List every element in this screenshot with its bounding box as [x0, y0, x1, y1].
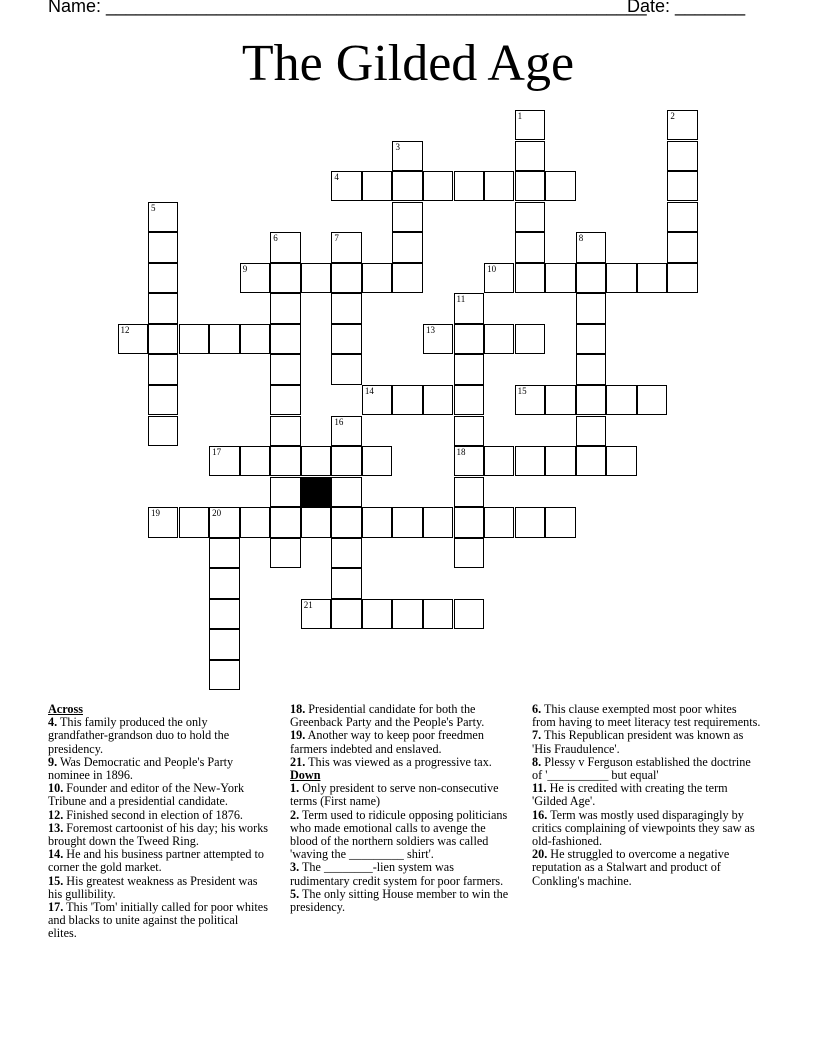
- grid-cell[interactable]: [148, 507, 178, 537]
- clue-number-label: 13.: [48, 820, 64, 835]
- clue-number-label: 18.: [290, 702, 306, 716]
- grid-cell[interactable]: [545, 263, 575, 293]
- grid-cell[interactable]: [331, 538, 361, 568]
- clue-item: [48, 901, 270, 941]
- grid-cell[interactable]: [118, 324, 148, 354]
- clue-number-label: 12.: [48, 807, 64, 822]
- grid-cell[interactable]: [576, 446, 606, 476]
- grid-cell[interactable]: [270, 477, 300, 507]
- clue-number: 10: [487, 263, 497, 274]
- grid-cell[interactable]: [270, 354, 300, 384]
- clue-text: Founder and editor of the New-York Tribune and a presidential candidate.: [48, 781, 245, 809]
- grid-cell[interactable]: [637, 263, 667, 293]
- clue-number: 19: [151, 508, 161, 519]
- grid-cell[interactable]: [606, 263, 636, 293]
- grid-cell[interactable]: [270, 538, 300, 568]
- grid-cell[interactable]: [545, 385, 575, 415]
- grid-cell[interactable]: [576, 385, 606, 415]
- clue-number-label: 7.: [532, 728, 542, 743]
- grid-cell[interactable]: [454, 446, 484, 476]
- grid-cell[interactable]: [270, 232, 300, 262]
- grid-cell[interactable]: [270, 385, 300, 415]
- clue-item: [290, 782, 512, 808]
- grid-cell[interactable]: [148, 202, 178, 232]
- grid-cell[interactable]: [392, 232, 422, 262]
- grid-cell[interactable]: [637, 385, 667, 415]
- grid-cell[interactable]: [423, 324, 453, 354]
- grid-cell[interactable]: [270, 263, 300, 293]
- grid-cell[interactable]: [270, 293, 300, 323]
- clue-text: His greatest weakness as President was his gullibility.: [48, 873, 258, 901]
- clue-number-label: 3.: [290, 860, 300, 875]
- grid-cell[interactable]: [331, 446, 361, 476]
- clue-number-label: 10.: [48, 781, 64, 796]
- grid-cell[interactable]: [392, 385, 422, 415]
- grid-cell[interactable]: [301, 446, 331, 476]
- grid-cell[interactable]: [667, 110, 697, 140]
- grid-cell[interactable]: [423, 385, 453, 415]
- clue-number-label: 16.: [532, 807, 548, 822]
- grid-cell[interactable]: [392, 141, 422, 171]
- clue-number: 4: [334, 172, 339, 183]
- clue-item: [290, 756, 512, 769]
- grid-cell[interactable]: [331, 293, 361, 323]
- clue-text: Finished second in election of 1876.: [66, 807, 243, 822]
- grid-cell[interactable]: [484, 171, 514, 201]
- clue-number-label: 8.: [532, 754, 542, 769]
- grid-cell[interactable]: [270, 416, 300, 446]
- clue-item: [48, 782, 270, 808]
- clue-item: [532, 782, 762, 808]
- clue-text: This family produced the only grandfather-grandson duo to hold the presidency.: [48, 715, 230, 756]
- grid-cell[interactable]: [331, 599, 361, 629]
- clue-number: 21: [303, 599, 313, 610]
- clue-number: 1: [517, 111, 523, 121]
- grid-cell[interactable]: [362, 599, 392, 629]
- grid-cell[interactable]: [484, 446, 514, 476]
- grid-cell[interactable]: [576, 416, 606, 446]
- grid-cell[interactable]: [515, 202, 545, 232]
- grid-cell[interactable]: [545, 171, 575, 201]
- clue-number: 16: [334, 416, 344, 427]
- clue-text: Foremost cartoonist of his day; his works brought down the Tweed Ring.: [48, 820, 269, 849]
- clue-text: He is credited with creating the term 'Gilded Age'.: [532, 781, 728, 809]
- grid-cell[interactable]: [179, 324, 209, 354]
- clue-item: [532, 729, 762, 755]
- grid-cell[interactable]: [392, 263, 422, 293]
- clue-number: 7: [334, 233, 339, 244]
- grid-cell[interactable]: [240, 446, 270, 476]
- grid-cell[interactable]: [392, 171, 422, 201]
- grid-cell[interactable]: [362, 263, 392, 293]
- clue-number: 5: [151, 202, 156, 213]
- grid-cell[interactable]: [179, 507, 209, 537]
- clue-number: 3: [395, 141, 400, 152]
- clues-column-2: [290, 703, 512, 914]
- clue-text: This clause exempted most poor whites from having to meet literacy test requirements.: [532, 702, 761, 730]
- clue-number-label: 1.: [290, 781, 300, 796]
- across-heading: Across: [48, 702, 83, 716]
- grid-cell[interactable]: [667, 171, 697, 201]
- clue-number-label: 21.: [290, 754, 306, 769]
- grid-cell[interactable]: [484, 263, 514, 293]
- grid-cell[interactable]: [392, 599, 422, 629]
- clue-number: 11: [456, 294, 466, 305]
- grid-cell[interactable]: [484, 324, 514, 354]
- clue-number: 13: [426, 324, 435, 335]
- clue-text: Plessy v Ferguson established the doctrine of '__________ but equal': [532, 754, 751, 783]
- grid-cell[interactable]: [362, 171, 392, 201]
- grid-cell[interactable]: [209, 568, 239, 598]
- clue-number-label: 17.: [48, 900, 64, 915]
- grid-cell[interactable]: [545, 507, 575, 537]
- clue-number-label: 6.: [532, 702, 542, 716]
- date-field-line: Date: _______: [627, 0, 746, 16]
- grid-cell[interactable]: [209, 599, 239, 629]
- grid-cell[interactable]: [209, 629, 239, 659]
- grid-cell[interactable]: [331, 416, 361, 446]
- clue-number: 2: [670, 111, 675, 121]
- grid-cell[interactable]: [331, 171, 361, 201]
- grid-cell[interactable]: [301, 507, 331, 537]
- clues-column-3: [532, 703, 762, 888]
- grid-cell[interactable]: [331, 354, 361, 384]
- clue-text: Presidential candidate for both the Greenback Party and the People's Party.: [290, 702, 485, 730]
- grid-cell[interactable]: [423, 599, 453, 629]
- grid-cell[interactable]: [576, 354, 606, 384]
- grid-cell[interactable]: [515, 232, 545, 262]
- clue-number-label: 9.: [48, 754, 58, 769]
- clue-item: [48, 875, 270, 901]
- grid-cell[interactable]: [331, 477, 361, 507]
- grid-cell[interactable]: [454, 538, 484, 568]
- clue-item: [48, 716, 270, 756]
- clue-text: Only president to serve non-consecutive terms (First name): [290, 781, 499, 809]
- clue-text: The ________-lien system was rudimentary credit system for poor farmers.: [290, 860, 504, 888]
- grid-cell[interactable]: [362, 507, 392, 537]
- grid-cell[interactable]: [148, 263, 178, 293]
- clue-item: [532, 848, 762, 888]
- grid-cell[interactable]: [392, 507, 422, 537]
- grid-cell[interactable]: [301, 263, 331, 293]
- clue-text: This Republican president was known as 'His Fraudulence'.: [532, 728, 744, 756]
- grid-cell[interactable]: [606, 446, 636, 476]
- clue-number-label: 5.: [290, 886, 300, 901]
- grid-cell[interactable]: [515, 141, 545, 171]
- clue-text: Term used to ridicule opposing politicians who made emotional calls to avenge the blood of the northern soldiers was called 'waving the _________ shirt'.: [290, 807, 508, 862]
- grid-cell[interactable]: [392, 202, 422, 232]
- clue-number-label: 2.: [290, 807, 300, 822]
- clue-text: He struggled to overcome a negative reputation as a Stalwart and product of Conkling's machine.: [532, 847, 730, 888]
- grid-cell[interactable]: [270, 446, 300, 476]
- clue-text: He and his business partner attempted to corner the gold market.: [48, 847, 264, 875]
- clues-column-1: [48, 703, 270, 941]
- clue-number: 14: [364, 385, 374, 396]
- clue-number-label: 20.: [532, 847, 548, 862]
- clue-item: [532, 809, 762, 849]
- grid-cell[interactable]: [515, 507, 545, 537]
- grid-cell[interactable]: [484, 507, 514, 537]
- clue-number: 6: [273, 233, 278, 244]
- clue-text: Was Democratic and People's Party nominee in 1896.: [48, 754, 234, 783]
- grid-cell[interactable]: [576, 232, 606, 262]
- clue-text: This was viewed as a progressive tax.: [308, 754, 492, 769]
- page-title: The Gilded Age: [241, 35, 575, 92]
- grid-cell[interactable]: [240, 263, 270, 293]
- grid-cell[interactable]: [423, 171, 453, 201]
- grid-cell[interactable]: [576, 263, 606, 293]
- grid-cell[interactable]: [576, 293, 606, 323]
- clue-number: 18: [456, 447, 466, 458]
- grid-cell[interactable]: [515, 385, 545, 415]
- grid-cell[interactable]: [667, 232, 697, 262]
- clue-number: 17: [212, 447, 222, 458]
- grid-cell[interactable]: [209, 507, 239, 537]
- clue-item: [532, 703, 762, 729]
- clue-number: 8: [578, 233, 584, 244]
- down-heading: Down: [290, 768, 321, 783]
- grid-cell[interactable]: [606, 385, 636, 415]
- grid-cell[interactable]: [454, 171, 484, 201]
- clue-item: [532, 756, 762, 782]
- grid-cell[interactable]: [148, 416, 178, 446]
- clue-number-label: 14.: [48, 847, 64, 862]
- grid-cell[interactable]: [423, 507, 453, 537]
- clue-number: 20: [212, 508, 222, 519]
- clue-text: This 'Tom' initially called for poor whites and blacks to unite against the political elites.: [48, 900, 268, 941]
- grid-cell[interactable]: [301, 599, 331, 629]
- grid-cell[interactable]: [270, 324, 300, 354]
- grid-cell[interactable]: [667, 141, 697, 171]
- grid-cell[interactable]: [667, 202, 697, 232]
- clue-item: [290, 809, 512, 862]
- grid-cell[interactable]: [454, 599, 484, 629]
- grid-cell[interactable]: [270, 507, 300, 537]
- grid-cell[interactable]: [515, 446, 545, 476]
- grid-black-cell: [301, 477, 331, 507]
- grid-cell[interactable]: [209, 324, 239, 354]
- grid-cell[interactable]: [240, 324, 270, 354]
- grid-cell[interactable]: [362, 385, 392, 415]
- clue-text: Term was mostly used disparagingly by critics complaining of viewpoints they saw as old-fashioned.: [532, 807, 755, 849]
- clue-item: [48, 822, 270, 848]
- grid-cell[interactable]: [454, 354, 484, 384]
- grid-cell[interactable]: [545, 446, 575, 476]
- grid-cell[interactable]: [209, 660, 239, 690]
- grid-cell[interactable]: [454, 385, 484, 415]
- grid-cell[interactable]: [148, 385, 178, 415]
- clue-item: [48, 848, 270, 874]
- clue-item: [290, 703, 512, 729]
- clue-text: Another way to keep poor freedmen farmers indebted and enslaved.: [290, 728, 484, 756]
- clue-text: The only sitting House member to win the presidency.: [290, 886, 509, 915]
- grid-cell[interactable]: [148, 293, 178, 323]
- grid-cell[interactable]: [515, 171, 545, 201]
- clue-number-label: 19.: [290, 728, 306, 743]
- grid-cell[interactable]: [148, 354, 178, 384]
- name-field-line: Name: ______________________________________________________: [48, 0, 647, 16]
- clue-number: 12: [120, 324, 130, 335]
- grid-cell[interactable]: [209, 538, 239, 568]
- grid-cell[interactable]: [331, 263, 361, 293]
- grid-cell[interactable]: [576, 324, 606, 354]
- clue-item: [290, 861, 512, 887]
- grid-cell[interactable]: [331, 324, 361, 354]
- grid-cell[interactable]: [331, 568, 361, 598]
- clue-number-label: 15.: [48, 873, 64, 888]
- grid-cell[interactable]: [331, 507, 361, 537]
- grid-cell[interactable]: [454, 293, 484, 323]
- grid-cell[interactable]: [515, 324, 545, 354]
- grid-cell[interactable]: [454, 507, 484, 537]
- clue-item: [290, 729, 512, 755]
- grid-cell[interactable]: [454, 324, 484, 354]
- clue-number-label: 4.: [48, 715, 58, 730]
- clue-number: 9: [242, 263, 248, 274]
- grid-cell[interactable]: [667, 263, 697, 293]
- grid-cell[interactable]: [331, 232, 361, 262]
- grid-cell[interactable]: [148, 324, 178, 354]
- grid-cell[interactable]: [515, 263, 545, 293]
- grid-cell[interactable]: [362, 446, 392, 476]
- clue-item: [290, 888, 512, 914]
- grid-cell[interactable]: [515, 110, 545, 140]
- clue-number: 15: [517, 385, 527, 396]
- grid-cell[interactable]: [209, 446, 239, 476]
- clue-item: [48, 756, 270, 782]
- clue-number-label: 11.: [532, 781, 547, 796]
- grid-cell[interactable]: [454, 477, 484, 507]
- grid-cell[interactable]: [454, 416, 484, 446]
- grid-cell[interactable]: [148, 232, 178, 262]
- grid-cell[interactable]: [240, 507, 270, 537]
